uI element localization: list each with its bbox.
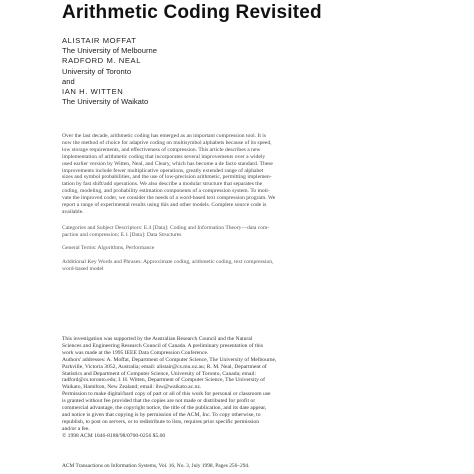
abstract-line: low storage requirements, and effectiveness of compression. This article describes a new bbox=[62, 146, 261, 153]
abstract-line: vate the improved coder, we consider the needs of a word-based text compression program. We bbox=[62, 195, 276, 202]
categories-line: paction and compression; E.1 [Data]: Data Structures bbox=[62, 231, 182, 238]
author-affiliation: The University of Waikato bbox=[62, 97, 149, 107]
footnote-line: Sciences and Engineering Research Council of Canada. A preliminary presentation of this bbox=[62, 342, 264, 349]
general-terms bbox=[62, 245, 416, 252]
journal-line: ACM Transactions on Information Systems, Vol. 16, No. 3, July 1998, Pages 256–294. bbox=[62, 463, 250, 469]
abstract-line: coding, modeling, and probability estimation components of a compression system. To moti- bbox=[62, 188, 270, 195]
keywords-line: Additional Key Words and Phrases: Approximate coding, arithmetic coding, text compression, bbox=[62, 259, 274, 265]
footnote-line: republish, to post on servers, or to redistribute to lists, requires prior specific permission bbox=[62, 418, 259, 425]
abstract-line: report a range of experimental results using this and other models. Complete source code is bbox=[62, 202, 267, 209]
categories-line: Categories and Subject Descriptors: E.4 [Data]: Coding and Information Theory—data com- bbox=[62, 225, 270, 231]
author-conjunction: and bbox=[62, 76, 75, 86]
footnote-block bbox=[62, 336, 416, 440]
footnote-line: Permission to make digital/hard copy of part or all of this work for personal or classroom use bbox=[62, 391, 271, 398]
footnote-line: is granted without fee provided that the copies are not made or distributed for profit or bbox=[62, 398, 256, 405]
author-name: ALISTAIR MOFFAT bbox=[62, 36, 137, 45]
footnote-line: and/or a fee. bbox=[62, 425, 90, 432]
author-name: RADFORD M. NEAL bbox=[62, 56, 142, 66]
footnote-line: commercial advantage, the copyright notice, the title of the publication, and its date appear, bbox=[62, 405, 267, 412]
keywords-line: word-based model bbox=[62, 265, 104, 272]
abstract bbox=[62, 133, 416, 216]
footnote-line: This investigation was supported by the Australian Research Council and the Natural bbox=[62, 336, 253, 342]
subject-descriptors bbox=[62, 225, 416, 239]
author-affiliation: University of Toronto bbox=[62, 66, 132, 76]
general-terms-line: General Terms: Algorithms, Performance bbox=[62, 245, 155, 251]
footnote-line: and notice is given that copying is by permission of the ACM, Inc. To copy otherwise, to bbox=[62, 411, 261, 418]
abstract-line: now the method of choice for adaptive coding on multisymbol alphabets because of its speed, bbox=[62, 139, 272, 146]
footnote-line: radford@cs.toronto.edu; I. H. Witten, Department of Computer Science, The University of bbox=[62, 377, 265, 384]
abstract-line: sizes and symbol probabilities, and the use of low-precision arithmetic, permitting implemen- bbox=[62, 174, 272, 181]
abstract-line: tation by fast shift/add operations. We also describe a modular structure that separates the bbox=[62, 181, 263, 188]
author-affiliation: The University of Melbourne bbox=[62, 46, 157, 56]
abstract-line: available. bbox=[62, 208, 84, 215]
copyright-line: © 1998 ACM 1046-8188/98/0700-0256 $5.00 bbox=[62, 432, 166, 439]
footnote-line: Parkville, Victoria 3052, Australia; email: alistair@cs.mu.oz.au; R. M. Neal, Department of bbox=[62, 363, 267, 370]
abstract-line: improvements include fewer multiplicative operations, greatly extended range of alphabet bbox=[62, 167, 264, 174]
abstract-line: implementation of arithmetic coding that incorporates several improvements over a widely bbox=[62, 153, 266, 160]
footnote-line: Statistics and Department of Computer Science, University of Toronto, Canada; email: bbox=[62, 370, 256, 377]
paper-title: Arithmetic Coding Revisited bbox=[62, 2, 322, 23]
footnote-line: Authors' addresses: A. Moffat, Department of Computer Science, The University of Melbourne, bbox=[62, 356, 277, 363]
author-block bbox=[62, 36, 422, 107]
keywords bbox=[62, 259, 416, 273]
journal-citation bbox=[62, 463, 416, 470]
footnote-line: Waikato, Hamilton, New Zealand; email: ihw@waikato.ac.nz. bbox=[62, 384, 202, 391]
author-name: IAN H. WITTEN bbox=[62, 87, 124, 97]
footnote-line: work was made at the 1995 IEEE Data Compression Conference. bbox=[62, 349, 209, 356]
abstract-line: Over the last decade, arithmetic coding has emerged as an important compression tool. It is bbox=[62, 133, 267, 139]
abstract-line: used earlier version by Witten, Neal, and Cleary, which has become a de facto standard. These bbox=[62, 160, 273, 167]
